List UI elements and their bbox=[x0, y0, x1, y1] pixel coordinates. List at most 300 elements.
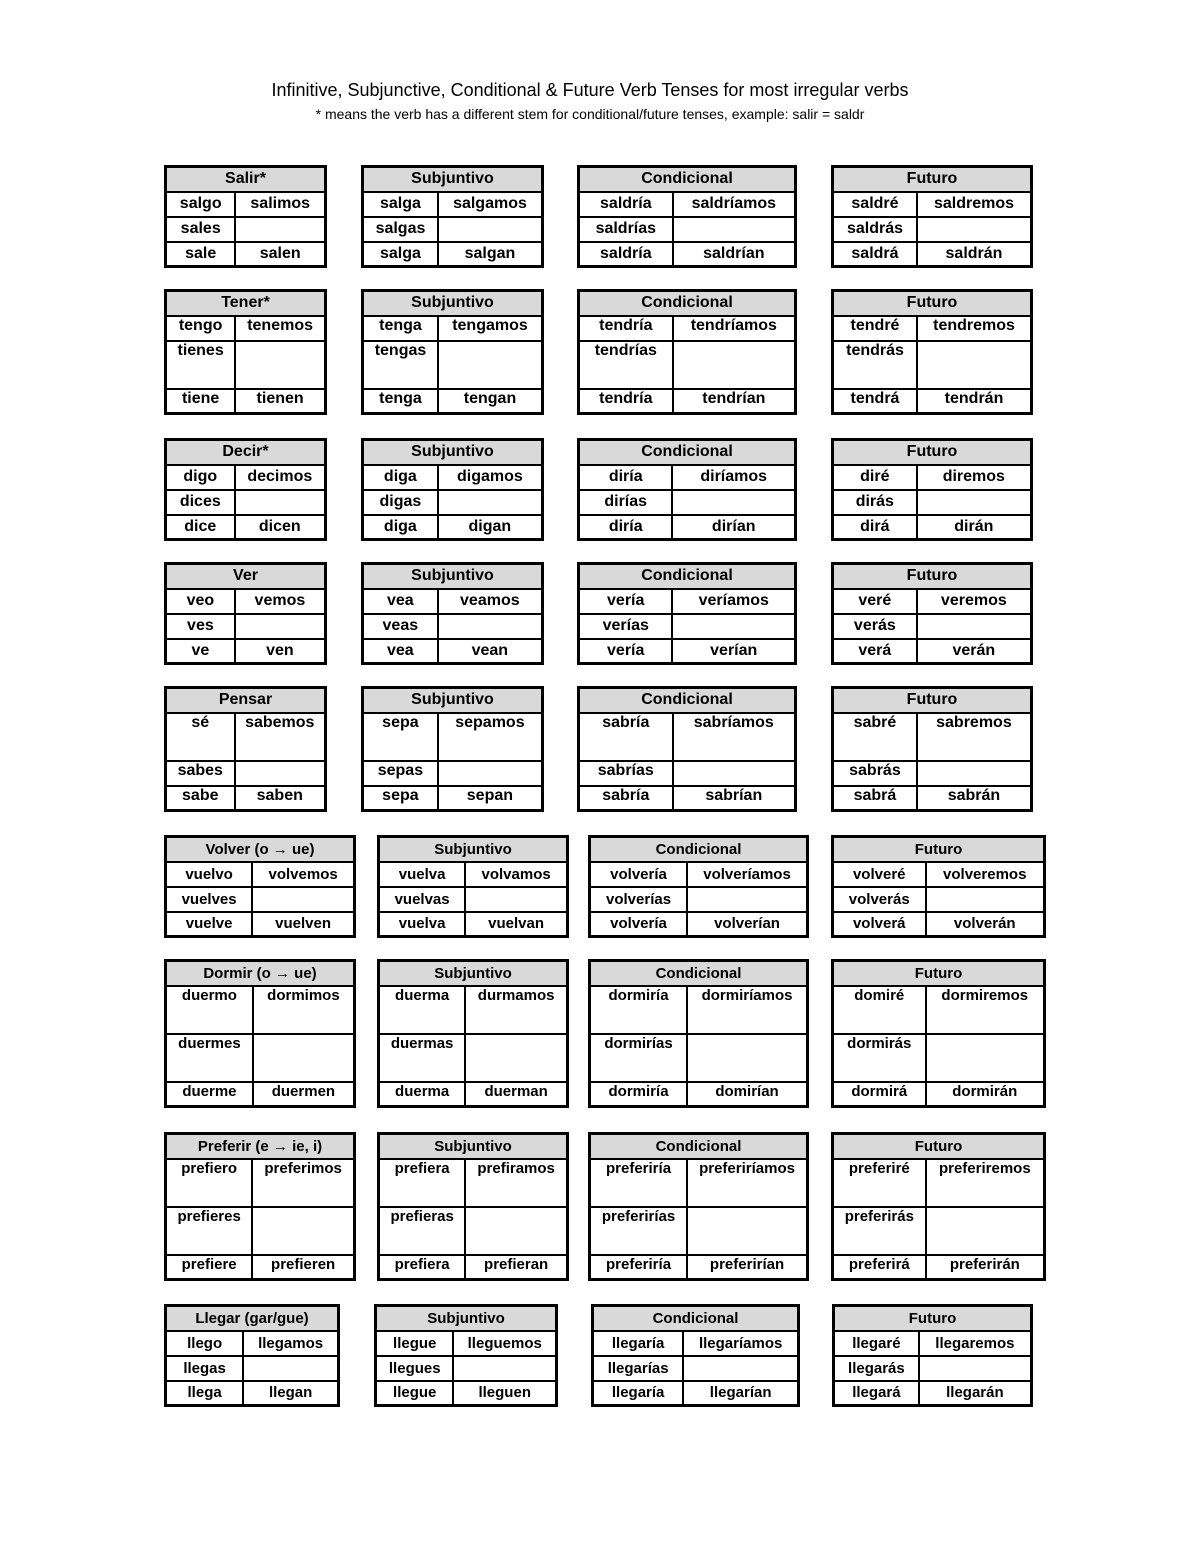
table-header: Futuro bbox=[833, 440, 1032, 465]
plural-form-cell: sabemos bbox=[235, 713, 326, 761]
singular-form-cell: duermo bbox=[166, 986, 253, 1034]
singular-form-cell: vea bbox=[363, 639, 438, 664]
singular-form-cell: dices bbox=[166, 490, 235, 515]
plural-form-cell: preferiríamos bbox=[687, 1159, 807, 1207]
plural-form-cell: saldremos bbox=[917, 192, 1032, 217]
table-row bbox=[590, 887, 808, 912]
singular-form-cell: diría bbox=[579, 465, 673, 490]
plural-form-cell: dirían bbox=[672, 515, 795, 540]
table-row bbox=[590, 1034, 808, 1082]
table-row bbox=[579, 639, 796, 664]
singular-form-cell: sepas bbox=[363, 761, 438, 786]
plural-form-cell: salgamos bbox=[438, 192, 543, 217]
singular-form-cell: vuelve bbox=[166, 912, 253, 937]
table-header: Volver (o → ue) bbox=[166, 837, 355, 862]
plural-form-cell bbox=[926, 1034, 1045, 1082]
page-subtitle: * means the verb has a different stem for conditional/future tenses, example: salir = saldr bbox=[315, 106, 865, 122]
plural-form-cell: dormiríamos bbox=[687, 986, 807, 1034]
plural-form-cell: durmamos bbox=[465, 986, 567, 1034]
plural-form-cell: domirían bbox=[687, 1082, 807, 1107]
table-row bbox=[166, 912, 355, 937]
table-header: Futuro bbox=[833, 961, 1045, 986]
verb-table bbox=[164, 959, 356, 1108]
plural-form-cell: saben bbox=[235, 786, 326, 811]
table-header: Subjuntivo bbox=[363, 688, 543, 713]
singular-form-cell: duerma bbox=[379, 1082, 466, 1107]
table-row bbox=[166, 242, 326, 267]
table-row bbox=[166, 589, 326, 614]
singular-form-cell: dormirías bbox=[590, 1034, 688, 1082]
table-row bbox=[833, 639, 1032, 664]
plural-form-cell: duermen bbox=[253, 1082, 355, 1107]
table-row bbox=[363, 589, 543, 614]
table-header: Subjuntivo bbox=[376, 1306, 557, 1331]
table-row bbox=[579, 713, 796, 761]
plural-form-cell: decimos bbox=[235, 465, 326, 490]
singular-form-cell: volverás bbox=[833, 887, 926, 912]
plural-form-cell: dormiremos bbox=[926, 986, 1045, 1034]
plural-form-cell: llegarán bbox=[919, 1381, 1032, 1406]
singular-form-cell: llego bbox=[166, 1331, 244, 1356]
table-row bbox=[833, 1034, 1045, 1082]
singular-form-cell: preferirás bbox=[833, 1207, 926, 1255]
plural-form-cell: volverían bbox=[687, 912, 807, 937]
plural-form-cell: sabrán bbox=[917, 786, 1032, 811]
table-header: Dormir (o → ue) bbox=[166, 961, 355, 986]
table-row bbox=[833, 786, 1032, 811]
plural-form-cell: llegarían bbox=[683, 1381, 798, 1406]
table-header: Subjuntivo bbox=[379, 961, 568, 986]
table-row bbox=[363, 389, 543, 414]
plural-form-cell: tengan bbox=[438, 389, 543, 414]
table-row bbox=[590, 1207, 808, 1255]
plural-form-cell bbox=[465, 1034, 567, 1082]
table-row bbox=[166, 515, 326, 540]
table-header: Condicional bbox=[590, 961, 808, 986]
singular-form-cell: tengas bbox=[363, 341, 439, 389]
plural-form-cell: sabrían bbox=[673, 786, 796, 811]
plural-form-cell: lleguen bbox=[453, 1381, 556, 1406]
plural-form-cell: tendremos bbox=[917, 316, 1031, 341]
singular-form-cell: llegaré bbox=[834, 1331, 919, 1356]
table-row bbox=[833, 242, 1032, 267]
plural-form-cell bbox=[465, 1207, 567, 1255]
table-row bbox=[166, 786, 326, 811]
table-header: Llegar (gar/gue) bbox=[166, 1306, 339, 1331]
verb-table bbox=[588, 1132, 809, 1281]
table-row bbox=[834, 1331, 1032, 1356]
plural-form-cell bbox=[252, 1207, 354, 1255]
singular-form-cell: prefieras bbox=[379, 1207, 466, 1255]
verb-table bbox=[377, 835, 569, 938]
plural-form-cell: volverán bbox=[926, 912, 1045, 937]
plural-form-cell bbox=[438, 490, 543, 515]
table-header: Subjuntivo bbox=[363, 440, 543, 465]
table-row bbox=[833, 862, 1045, 887]
table-row bbox=[590, 1159, 808, 1207]
singular-form-cell: sabrá bbox=[833, 786, 917, 811]
table-row bbox=[363, 786, 543, 811]
plural-form-cell bbox=[687, 1034, 807, 1082]
table-header: Condicional bbox=[579, 564, 796, 589]
plural-form-cell: ven bbox=[235, 639, 326, 664]
plural-form-cell bbox=[926, 887, 1045, 912]
singular-form-cell: sabe bbox=[166, 786, 235, 811]
singular-form-cell: llegaría bbox=[593, 1381, 684, 1406]
singular-form-cell: duerme bbox=[166, 1082, 253, 1107]
plural-form-cell: salen bbox=[235, 242, 325, 267]
plural-form-cell: sabremos bbox=[917, 713, 1032, 761]
page-title: Infinitive, Subjunctive, Conditional & Future Verb Tenses for most irregular verbs bbox=[271, 80, 909, 100]
table-row bbox=[166, 1381, 339, 1406]
plural-form-cell: preferirán bbox=[926, 1255, 1045, 1280]
plural-form-cell: prefieran bbox=[465, 1255, 567, 1280]
table-row bbox=[833, 217, 1032, 242]
singular-form-cell: volverías bbox=[590, 887, 688, 912]
table-row bbox=[590, 1082, 808, 1107]
table-row bbox=[166, 1331, 339, 1356]
singular-form-cell: volverá bbox=[833, 912, 926, 937]
verb-table bbox=[164, 165, 327, 268]
singular-form-cell: tengo bbox=[166, 316, 236, 341]
singular-form-cell: tienes bbox=[166, 341, 236, 389]
table-row bbox=[363, 639, 543, 664]
table-row bbox=[579, 341, 796, 389]
table-row bbox=[166, 1082, 355, 1107]
plural-form-cell: sabríamos bbox=[673, 713, 796, 761]
table-row bbox=[166, 1034, 355, 1082]
singular-form-cell: saldré bbox=[833, 192, 917, 217]
verb-table bbox=[831, 835, 1046, 938]
table-header: Tener* bbox=[166, 291, 326, 316]
table-row bbox=[833, 465, 1032, 490]
singular-form-cell: tenga bbox=[363, 316, 439, 341]
singular-form-cell: digo bbox=[166, 465, 235, 490]
plural-form-cell: preferimos bbox=[252, 1159, 354, 1207]
singular-form-cell: verá bbox=[833, 639, 917, 664]
verb-table bbox=[361, 165, 544, 268]
plural-form-cell: prefieren bbox=[252, 1255, 354, 1280]
singular-form-cell: sabes bbox=[166, 761, 235, 786]
table-row bbox=[590, 912, 808, 937]
table-header: Condicional bbox=[579, 167, 796, 192]
plural-form-cell: vemos bbox=[235, 589, 326, 614]
table-header: Subjuntivo bbox=[363, 564, 543, 589]
table-row bbox=[376, 1356, 557, 1381]
singular-form-cell: diría bbox=[579, 515, 673, 540]
verb-table bbox=[164, 686, 327, 812]
singular-form-cell: preferirá bbox=[833, 1255, 926, 1280]
plural-form-cell bbox=[673, 761, 796, 786]
verb-table bbox=[361, 438, 544, 541]
table-row bbox=[833, 1082, 1045, 1107]
singular-form-cell: vuelvo bbox=[166, 862, 253, 887]
verb-table bbox=[831, 165, 1033, 268]
table-header: Condicional bbox=[579, 688, 796, 713]
plural-form-cell bbox=[672, 490, 795, 515]
plural-form-cell: lleguemos bbox=[453, 1331, 556, 1356]
singular-form-cell: sabrías bbox=[579, 761, 673, 786]
plural-form-cell bbox=[917, 490, 1032, 515]
plural-form-cell: sepamos bbox=[438, 713, 543, 761]
plural-form-cell: tienen bbox=[235, 389, 325, 414]
table-row bbox=[376, 1331, 557, 1356]
plural-form-cell: duerman bbox=[465, 1082, 567, 1107]
plural-form-cell: volvemos bbox=[252, 862, 354, 887]
verb-table bbox=[831, 1132, 1046, 1281]
verb-table bbox=[164, 438, 327, 541]
plural-form-cell bbox=[917, 217, 1032, 242]
plural-form-cell bbox=[917, 761, 1032, 786]
table-header: Futuro bbox=[833, 564, 1032, 589]
singular-form-cell: preferiré bbox=[833, 1159, 926, 1207]
plural-form-cell bbox=[465, 887, 567, 912]
table-header: Futuro bbox=[833, 291, 1032, 316]
table-row bbox=[166, 639, 326, 664]
table-row bbox=[166, 341, 326, 389]
singular-form-cell: llegas bbox=[166, 1356, 244, 1381]
singular-form-cell: llegue bbox=[376, 1381, 454, 1406]
singular-form-cell: tendrías bbox=[579, 341, 673, 389]
plural-form-cell: dormimos bbox=[253, 986, 355, 1034]
table-row bbox=[579, 242, 796, 267]
table-row bbox=[833, 490, 1032, 515]
singular-form-cell: llegue bbox=[376, 1331, 454, 1356]
plural-form-cell: llegan bbox=[243, 1381, 338, 1406]
singular-form-cell: saldrá bbox=[833, 242, 917, 267]
plural-form-cell bbox=[687, 887, 807, 912]
plural-form-cell bbox=[438, 614, 543, 639]
table-header: Condicional bbox=[590, 837, 808, 862]
table-row bbox=[379, 887, 568, 912]
plural-form-cell: volveríamos bbox=[687, 862, 807, 887]
table-row bbox=[834, 1356, 1032, 1381]
table-row bbox=[833, 389, 1032, 414]
singular-form-cell: preferirías bbox=[590, 1207, 688, 1255]
singular-form-cell: volvería bbox=[590, 862, 688, 887]
table-row bbox=[379, 1255, 568, 1280]
table-row bbox=[833, 713, 1032, 761]
table-row bbox=[579, 761, 796, 786]
singular-form-cell: saldrás bbox=[833, 217, 917, 242]
singular-form-cell: volveré bbox=[833, 862, 926, 887]
singular-form-cell: dormirás bbox=[833, 1034, 926, 1082]
plural-form-cell bbox=[917, 341, 1031, 389]
table-row bbox=[579, 465, 796, 490]
table-row bbox=[379, 862, 568, 887]
table-row bbox=[166, 761, 326, 786]
singular-form-cell: veo bbox=[166, 589, 235, 614]
table-row bbox=[376, 1381, 557, 1406]
singular-form-cell: sale bbox=[166, 242, 236, 267]
verb-table bbox=[577, 165, 797, 268]
table-row bbox=[363, 316, 543, 341]
table-header: Preferir (e → ie, i) bbox=[166, 1134, 355, 1159]
verb-table bbox=[831, 289, 1033, 415]
table-row bbox=[166, 1255, 355, 1280]
table-header: Subjuntivo bbox=[379, 837, 568, 862]
table-row bbox=[590, 862, 808, 887]
plural-form-cell: salgan bbox=[438, 242, 543, 267]
singular-form-cell: verías bbox=[579, 614, 673, 639]
plural-form-cell: veríamos bbox=[672, 589, 795, 614]
table-row bbox=[833, 316, 1032, 341]
plural-form-cell bbox=[453, 1356, 556, 1381]
plural-form-cell bbox=[253, 1034, 355, 1082]
verb-table bbox=[164, 1304, 340, 1407]
plural-form-cell bbox=[243, 1356, 338, 1381]
table-header: Condicional bbox=[579, 440, 796, 465]
singular-form-cell: dormiría bbox=[590, 1082, 688, 1107]
singular-form-cell: saldrías bbox=[579, 217, 673, 242]
table-row bbox=[833, 1159, 1045, 1207]
table-row bbox=[166, 217, 326, 242]
table-header: Futuro bbox=[833, 1134, 1045, 1159]
verb-table bbox=[831, 959, 1046, 1108]
singular-form-cell: sepa bbox=[363, 713, 438, 761]
table-row bbox=[590, 986, 808, 1034]
verb-table bbox=[577, 562, 797, 665]
singular-form-cell: dormiría bbox=[590, 986, 688, 1034]
singular-form-cell: vuelves bbox=[166, 887, 253, 912]
table-row bbox=[379, 912, 568, 937]
plural-form-cell bbox=[252, 887, 354, 912]
singular-form-cell: sabría bbox=[579, 713, 673, 761]
verb-table bbox=[164, 835, 356, 938]
singular-form-cell: saldría bbox=[579, 242, 673, 267]
verb-table bbox=[577, 438, 797, 541]
table-row bbox=[593, 1381, 799, 1406]
singular-form-cell: llegaría bbox=[593, 1331, 684, 1356]
plural-form-cell bbox=[235, 490, 326, 515]
singular-form-cell: llegarías bbox=[593, 1356, 684, 1381]
table-header: Futuro bbox=[833, 167, 1032, 192]
plural-form-cell bbox=[917, 614, 1032, 639]
plural-form-cell: veremos bbox=[917, 589, 1032, 614]
singular-form-cell: dirá bbox=[833, 515, 917, 540]
singular-form-cell: duermes bbox=[166, 1034, 253, 1082]
verb-table bbox=[591, 1304, 800, 1407]
singular-form-cell: dice bbox=[166, 515, 235, 540]
singular-form-cell: salgo bbox=[166, 192, 236, 217]
plural-form-cell bbox=[438, 341, 543, 389]
plural-form-cell: dicen bbox=[235, 515, 326, 540]
table-row bbox=[593, 1331, 799, 1356]
singular-form-cell: volvería bbox=[590, 912, 688, 937]
singular-form-cell: salga bbox=[363, 192, 438, 217]
singular-form-cell: diré bbox=[833, 465, 917, 490]
plural-form-cell: tendríamos bbox=[673, 316, 796, 341]
verb-table bbox=[361, 686, 544, 812]
singular-form-cell: salgas bbox=[363, 217, 438, 242]
table-row bbox=[363, 192, 543, 217]
table-row bbox=[166, 614, 326, 639]
singular-form-cell: vuelva bbox=[379, 862, 466, 887]
table-row bbox=[379, 1082, 568, 1107]
singular-form-cell: vería bbox=[579, 589, 673, 614]
plural-form-cell: tendrían bbox=[673, 389, 796, 414]
table-row bbox=[363, 465, 543, 490]
singular-form-cell: verás bbox=[833, 614, 917, 639]
singular-form-cell: tiene bbox=[166, 389, 236, 414]
table-row bbox=[166, 465, 326, 490]
plural-form-cell: saldríamos bbox=[673, 192, 796, 217]
table-row bbox=[833, 192, 1032, 217]
plural-form-cell: llegaríamos bbox=[683, 1331, 798, 1356]
singular-form-cell: dirás bbox=[833, 490, 917, 515]
singular-form-cell: duermas bbox=[379, 1034, 466, 1082]
singular-form-cell: duerma bbox=[379, 986, 466, 1034]
singular-form-cell: sé bbox=[166, 713, 235, 761]
table-row bbox=[833, 1207, 1045, 1255]
table-row bbox=[363, 515, 543, 540]
table-row bbox=[833, 1255, 1045, 1280]
plural-form-cell: sepan bbox=[438, 786, 543, 811]
plural-form-cell bbox=[235, 341, 325, 389]
table-row bbox=[166, 1207, 355, 1255]
table-row bbox=[579, 490, 796, 515]
singular-form-cell: veas bbox=[363, 614, 438, 639]
table-header: Ver bbox=[166, 564, 326, 589]
singular-form-cell: sales bbox=[166, 217, 236, 242]
singular-form-cell: sabré bbox=[833, 713, 917, 761]
singular-form-cell: vea bbox=[363, 589, 438, 614]
plural-form-cell: tendrán bbox=[917, 389, 1031, 414]
plural-form-cell: saldrán bbox=[917, 242, 1032, 267]
table-header: Pensar bbox=[166, 688, 326, 713]
verb-table bbox=[361, 289, 544, 415]
table-row bbox=[833, 887, 1045, 912]
singular-form-cell: veré bbox=[833, 589, 917, 614]
singular-form-cell: llegarás bbox=[834, 1356, 919, 1381]
singular-form-cell: tendré bbox=[833, 316, 918, 341]
singular-form-cell: vuelvas bbox=[379, 887, 466, 912]
plural-form-cell bbox=[687, 1207, 807, 1255]
table-row bbox=[579, 589, 796, 614]
plural-form-cell bbox=[919, 1356, 1032, 1381]
plural-form-cell bbox=[926, 1207, 1045, 1255]
table-header: Subjuntivo bbox=[363, 291, 543, 316]
table-row bbox=[363, 341, 543, 389]
singular-form-cell: vuelva bbox=[379, 912, 466, 937]
verb-table bbox=[164, 289, 327, 415]
table-row bbox=[593, 1356, 799, 1381]
table-row bbox=[579, 217, 796, 242]
table-row bbox=[379, 1159, 568, 1207]
singular-form-cell: saldría bbox=[579, 192, 673, 217]
verb-table bbox=[377, 1132, 569, 1281]
table-row bbox=[833, 912, 1045, 937]
plural-form-cell: vean bbox=[438, 639, 543, 664]
plural-form-cell bbox=[683, 1356, 798, 1381]
verb-table bbox=[164, 1132, 356, 1281]
table-row bbox=[590, 1255, 808, 1280]
plural-form-cell: prefiramos bbox=[465, 1159, 567, 1207]
verb-table bbox=[377, 959, 569, 1108]
plural-form-cell bbox=[438, 217, 543, 242]
table-header: Decir* bbox=[166, 440, 326, 465]
singular-form-cell: llegues bbox=[376, 1356, 454, 1381]
table-header: Salir* bbox=[166, 167, 326, 192]
singular-form-cell: prefieres bbox=[166, 1207, 253, 1255]
table-row bbox=[379, 1034, 568, 1082]
table-row bbox=[579, 515, 796, 540]
singular-form-cell: prefiera bbox=[379, 1159, 466, 1207]
table-header: Subjuntivo bbox=[363, 167, 543, 192]
verb-table bbox=[831, 562, 1033, 665]
singular-form-cell: sepa bbox=[363, 786, 438, 811]
table-row bbox=[833, 986, 1045, 1034]
